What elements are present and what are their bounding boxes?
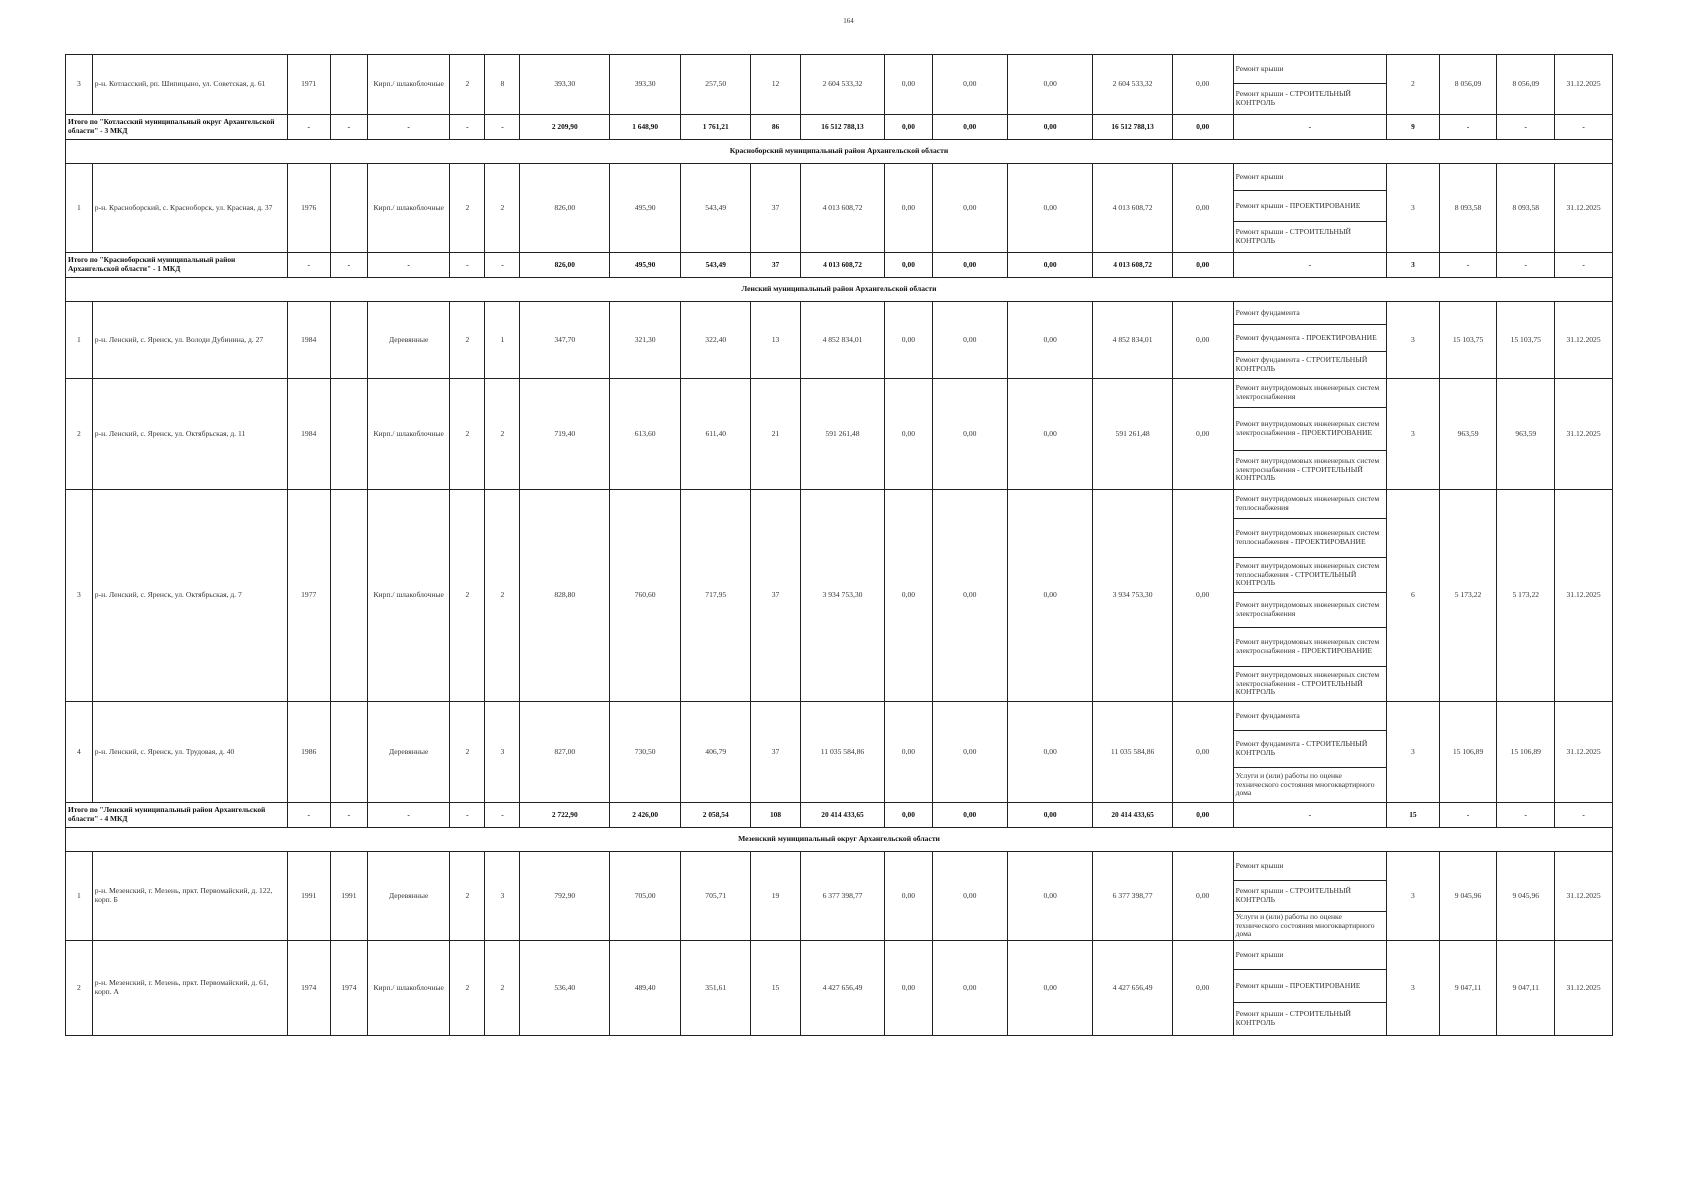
fund-federal: 0,00	[885, 164, 932, 253]
fund-regional: 0,00	[932, 702, 1007, 803]
year-built: 1984	[287, 302, 330, 379]
house-address: р-н. Ленский, с. Яренск, ул. Трудовая, д. 40	[92, 702, 287, 803]
residents-count: 13	[751, 302, 800, 379]
unit-cost: 8 093,58	[1439, 164, 1497, 253]
fund-local: 0,00	[1007, 702, 1093, 803]
fund-other: 0,00	[1172, 379, 1233, 490]
residents-count: 19	[751, 852, 800, 941]
wall-material: Кирп./ шлакоблочные	[367, 379, 449, 490]
house-row	[66, 702, 1613, 731]
total-work-count: 15	[1387, 803, 1440, 828]
floors-count: 2	[450, 379, 485, 490]
total-f1: 0,00	[885, 253, 932, 278]
limit-cost: 8 093,58	[1497, 164, 1555, 253]
fund-other: 0,00	[1172, 302, 1233, 379]
fund-other: 0,00	[1172, 490, 1233, 702]
total-dash: -	[1439, 253, 1497, 278]
work-count: 3	[1387, 379, 1440, 490]
fund-owners: 4 852 834,01	[1093, 302, 1172, 379]
house-address: р-н. Ленский, с. Яренск, ул. Октябрьская, д. 11	[92, 379, 287, 490]
limit-cost: 5 173,22	[1497, 490, 1555, 702]
fund-federal: 0,00	[885, 379, 932, 490]
fund-local: 0,00	[1007, 852, 1093, 941]
fund-local: 0,00	[1007, 164, 1093, 253]
area-residential: 257,50	[681, 55, 751, 115]
wall-material: Кирп./ шлакоблочные	[367, 490, 449, 702]
work-item: Ремонт фундамента - СТРОИТЕЛЬНЫЙ КОНТРОЛЬ	[1233, 352, 1387, 379]
limit-cost: 9 047,11	[1497, 941, 1555, 1036]
total-dash: -	[1439, 115, 1497, 140]
area-living: 321,30	[610, 302, 681, 379]
work-item: Ремонт крыши - СТРОИТЕЛЬНЫЙ КОНТРОЛЬ	[1233, 881, 1387, 912]
year-built: 1986	[287, 702, 330, 803]
total-label: Итого по "Красноборский муниципальный район Архангельской области" - 1 МКД	[66, 253, 288, 278]
total-dash: -	[1555, 253, 1613, 278]
work-item: Ремонт внутридомовых инженерных систем электроснабжения - СТРОИТЕЛЬНЫЙ КОНТРОЛЬ	[1233, 451, 1387, 490]
cost-total: 4 427 656,49	[800, 941, 885, 1036]
work-count: 3	[1387, 702, 1440, 803]
house-address: р-н. Ленский, с. Яренск, ул. Володи Дубинина, д. 27	[92, 302, 287, 379]
deadline: 31.12.2025	[1555, 490, 1613, 702]
total-area-living: 1 648,90	[610, 115, 681, 140]
house-row	[66, 852, 1613, 881]
fund-owners: 11 035 584,86	[1093, 702, 1172, 803]
work-item: Ремонт внутридомовых инженерных систем теплоснабжения - ПРОЕКТИРОВАНИЕ	[1233, 519, 1387, 558]
area-total: 828,80	[520, 490, 610, 702]
total-cost-total: 16 512 788,13	[800, 115, 885, 140]
total-f3: 0,00	[1007, 253, 1093, 278]
area-total: 347,70	[520, 302, 610, 379]
section-title: Красноборский муниципальный район Архангельской области	[66, 140, 1613, 164]
entrances-count: 8	[485, 55, 520, 115]
total-f2: 0,00	[932, 115, 1007, 140]
wall-material: Деревянные	[367, 702, 449, 803]
total-area-total: 2 209,90	[520, 115, 610, 140]
work-item: Услуги и (или) работы по оценке технического состояния многоквартирного дома	[1233, 912, 1387, 941]
work-item: Ремонт внутридомовых инженерных систем электроснабжения - ПРОЕКТИРОВАНИЕ	[1233, 408, 1387, 451]
unit-cost: 9 047,11	[1439, 941, 1497, 1036]
limit-cost: 963,59	[1497, 379, 1555, 490]
year-built: 1977	[287, 490, 330, 702]
work-item: Ремонт внутридомовых инженерных систем электроснабжения	[1233, 379, 1387, 408]
residents-count: 37	[751, 702, 800, 803]
house-address: р-н. Мезенский, г. Мезень, пркт. Первомайский, д. 122, корп. Б	[92, 852, 287, 941]
total-dash: -	[367, 253, 449, 278]
fund-owners: 3 934 753,30	[1093, 490, 1172, 702]
wall-material: Деревянные	[367, 852, 449, 941]
entrances-count: 2	[485, 941, 520, 1036]
work-item: Ремонт крыши - СТРОИТЕЛЬНЫЙ КОНТРОЛЬ	[1233, 84, 1387, 115]
fund-local: 0,00	[1007, 941, 1093, 1036]
total-f3: 0,00	[1007, 115, 1093, 140]
limit-cost: 9 045,96	[1497, 852, 1555, 941]
section-header	[66, 278, 1613, 302]
fund-local: 0,00	[1007, 490, 1093, 702]
area-living: 705,00	[610, 852, 681, 941]
total-f5: 0,00	[1172, 803, 1233, 828]
total-dash: -	[287, 803, 330, 828]
total-area-total: 2 722,90	[520, 803, 610, 828]
fund-local: 0,00	[1007, 379, 1093, 490]
work-item: Ремонт внутридомовых инженерных систем теплоснабжения	[1233, 490, 1387, 519]
wall-material: Кирп./ шлакоблочные	[367, 55, 449, 115]
fund-federal: 0,00	[885, 941, 932, 1036]
total-dash: -	[287, 115, 330, 140]
year-renovated	[330, 55, 367, 115]
house-row	[66, 302, 1613, 325]
house-address: р-н. Мезенский, г. Мезень, пркт. Первомайский, д. 61, корп. А	[92, 941, 287, 1036]
area-living: 613,60	[610, 379, 681, 490]
total-area-res: 1 761,21	[681, 115, 751, 140]
total-label: Итого по "Котласский муниципальный округ Архангельской области" - 3 МКД	[66, 115, 288, 140]
work-item: Ремонт фундамента - ПРОЕКТИРОВАНИЕ	[1233, 325, 1387, 352]
total-dash: -	[1233, 253, 1387, 278]
page-number: 164	[843, 17, 854, 25]
work-item: Ремонт крыши - ПРОЕКТИРОВАНИЕ	[1233, 191, 1387, 222]
total-f1: 0,00	[885, 803, 932, 828]
fund-other: 0,00	[1172, 941, 1233, 1036]
row-number: 1	[66, 164, 93, 253]
area-total: 536,40	[520, 941, 610, 1036]
year-renovated	[330, 490, 367, 702]
cost-total: 4 013 608,72	[800, 164, 885, 253]
cost-total: 4 852 834,01	[800, 302, 885, 379]
floors-count: 2	[450, 852, 485, 941]
limit-cost: 8 056,09	[1497, 55, 1555, 115]
total-dash: -	[1555, 803, 1613, 828]
total-residents: 86	[751, 115, 800, 140]
unit-cost: 15 106,89	[1439, 702, 1497, 803]
fund-other: 0,00	[1172, 852, 1233, 941]
row-number: 3	[66, 490, 93, 702]
entrances-count: 2	[485, 164, 520, 253]
cost-total: 2 604 533,32	[800, 55, 885, 115]
fund-other: 0,00	[1172, 55, 1233, 115]
residents-count: 37	[751, 164, 800, 253]
total-work-count: 3	[1387, 253, 1440, 278]
fund-regional: 0,00	[932, 379, 1007, 490]
work-item: Ремонт фундамента	[1233, 702, 1387, 731]
year-renovated	[330, 379, 367, 490]
fund-local: 0,00	[1007, 55, 1093, 115]
total-dash: -	[450, 253, 485, 278]
limit-cost: 15 103,75	[1497, 302, 1555, 379]
area-residential: 611,40	[681, 379, 751, 490]
total-dash: -	[1439, 803, 1497, 828]
program-table-body	[66, 55, 1613, 1036]
fund-owners: 6 377 398,77	[1093, 852, 1172, 941]
deadline: 31.12.2025	[1555, 55, 1613, 115]
area-residential: 322,40	[681, 302, 751, 379]
total-row	[66, 253, 1613, 278]
work-item: Ремонт внутридомовых инженерных систем электроснабжения	[1233, 593, 1387, 628]
fund-federal: 0,00	[885, 852, 932, 941]
total-row	[66, 115, 1613, 140]
total-f2: 0,00	[932, 253, 1007, 278]
area-total: 792,90	[520, 852, 610, 941]
cost-total: 11 035 584,86	[800, 702, 885, 803]
house-address: р-н. Котласский, рп. Шипицыно, ул. Советская, д. 61	[92, 55, 287, 115]
deadline: 31.12.2025	[1555, 852, 1613, 941]
area-living: 393,30	[610, 55, 681, 115]
entrances-count: 3	[485, 702, 520, 803]
deadline: 31.12.2025	[1555, 379, 1613, 490]
area-living: 495,90	[610, 164, 681, 253]
house-row	[66, 941, 1613, 970]
fund-federal: 0,00	[885, 55, 932, 115]
area-total: 719,40	[520, 379, 610, 490]
fund-owners: 2 604 533,32	[1093, 55, 1172, 115]
row-number: 3	[66, 55, 93, 115]
unit-cost: 963,59	[1439, 379, 1497, 490]
row-number: 2	[66, 379, 93, 490]
total-dash: -	[485, 115, 520, 140]
work-item: Ремонт крыши - СТРОИТЕЛЬНЫЙ КОНТРОЛЬ	[1233, 1003, 1387, 1036]
fund-regional: 0,00	[932, 164, 1007, 253]
house-address: р-н. Красноборский, с. Красноборск, ул. Красная, д. 37	[92, 164, 287, 253]
section-title: Мезенский муниципальный округ Архангельской области	[66, 828, 1613, 852]
total-f5: 0,00	[1172, 115, 1233, 140]
unit-cost: 15 103,75	[1439, 302, 1497, 379]
year-built: 1984	[287, 379, 330, 490]
area-total: 826,00	[520, 164, 610, 253]
total-row	[66, 803, 1613, 828]
fund-regional: 0,00	[932, 302, 1007, 379]
total-dash: -	[330, 803, 367, 828]
work-item: Ремонт внутридомовых инженерных систем электроснабжения - СТРОИТЕЛЬНЫЙ КОНТРОЛЬ	[1233, 667, 1387, 702]
total-cost-total: 4 013 608,72	[800, 253, 885, 278]
total-area-res: 2 058,54	[681, 803, 751, 828]
fund-other: 0,00	[1172, 164, 1233, 253]
work-item: Ремонт внутридомовых инженерных систем электроснабжения - ПРОЕКТИРОВАНИЕ	[1233, 628, 1387, 667]
section-header	[66, 828, 1613, 852]
area-living: 489,40	[610, 941, 681, 1036]
work-count: 2	[1387, 55, 1440, 115]
residents-count: 12	[751, 55, 800, 115]
year-built: 1991	[287, 852, 330, 941]
house-row	[66, 164, 1613, 191]
house-row	[66, 55, 1613, 84]
work-count: 3	[1387, 302, 1440, 379]
year-renovated	[330, 164, 367, 253]
total-residents: 108	[751, 803, 800, 828]
floors-count: 2	[450, 702, 485, 803]
work-item: Ремонт фундамента	[1233, 302, 1387, 325]
area-residential: 543,49	[681, 164, 751, 253]
work-count: 3	[1387, 852, 1440, 941]
total-dash: -	[450, 803, 485, 828]
total-area-res: 543,49	[681, 253, 751, 278]
wall-material: Кирп./ шлакоблочные	[367, 164, 449, 253]
fund-federal: 0,00	[885, 702, 932, 803]
deadline: 31.12.2025	[1555, 702, 1613, 803]
work-item: Услуги и (или) работы по оценке технического состояния многоквартирного дома	[1233, 768, 1387, 803]
section-title: Ленский муниципальный район Архангельской области	[66, 278, 1613, 302]
year-built: 1971	[287, 55, 330, 115]
unit-cost: 8 056,09	[1439, 55, 1497, 115]
work-item: Ремонт крыши	[1233, 941, 1387, 970]
cost-total: 6 377 398,77	[800, 852, 885, 941]
entrances-count: 2	[485, 490, 520, 702]
row-number: 1	[66, 852, 93, 941]
total-area-living: 495,90	[610, 253, 681, 278]
house-row	[66, 379, 1613, 408]
work-item: Ремонт крыши	[1233, 852, 1387, 881]
fund-federal: 0,00	[885, 490, 932, 702]
work-count: 3	[1387, 941, 1440, 1036]
work-item: Ремонт крыши - ПРОЕКТИРОВАНИЕ	[1233, 970, 1387, 1003]
total-dash: -	[1233, 803, 1387, 828]
program-table-wrapper	[65, 54, 1613, 1036]
cost-total: 591 261,48	[800, 379, 885, 490]
work-item: Ремонт крыши	[1233, 55, 1387, 84]
fund-regional: 0,00	[932, 490, 1007, 702]
fund-local: 0,00	[1007, 302, 1093, 379]
work-item: Ремонт крыши	[1233, 164, 1387, 191]
total-area-living: 2 426,00	[610, 803, 681, 828]
entrances-count: 3	[485, 852, 520, 941]
cost-total: 3 934 753,30	[800, 490, 885, 702]
house-address: р-н. Ленский, с. Яренск, ул. Октябрьская, д. 7	[92, 490, 287, 702]
deadline: 31.12.2025	[1555, 941, 1613, 1036]
residents-count: 37	[751, 490, 800, 702]
total-dash: -	[330, 115, 367, 140]
floors-count: 2	[450, 302, 485, 379]
entrances-count: 1	[485, 302, 520, 379]
total-dash: -	[1497, 253, 1555, 278]
entrances-count: 2	[485, 379, 520, 490]
house-row	[66, 490, 1613, 519]
work-item: Ремонт крыши - СТРОИТЕЛЬНЫЙ КОНТРОЛЬ	[1233, 222, 1387, 253]
limit-cost: 15 106,89	[1497, 702, 1555, 803]
program-table	[65, 54, 1613, 1036]
floors-count: 2	[450, 55, 485, 115]
area-residential: 705,71	[681, 852, 751, 941]
total-residents: 37	[751, 253, 800, 278]
year-renovated	[330, 702, 367, 803]
year-renovated: 1974	[330, 941, 367, 1036]
area-residential: 717,95	[681, 490, 751, 702]
fund-owners: 4 427 656,49	[1093, 941, 1172, 1036]
total-f4: 4 013 608,72	[1093, 253, 1172, 278]
residents-count: 21	[751, 379, 800, 490]
fund-regional: 0,00	[932, 852, 1007, 941]
total-dash: -	[1233, 115, 1387, 140]
total-f2: 0,00	[932, 803, 1007, 828]
fund-other: 0,00	[1172, 702, 1233, 803]
row-number: 1	[66, 302, 93, 379]
total-dash: -	[367, 115, 449, 140]
total-f3: 0,00	[1007, 803, 1093, 828]
work-item: Ремонт внутридомовых инженерных систем теплоснабжения - СТРОИТЕЛЬНЫЙ КОНТРОЛЬ	[1233, 558, 1387, 593]
total-dash: -	[485, 803, 520, 828]
row-number: 4	[66, 702, 93, 803]
work-count: 3	[1387, 164, 1440, 253]
total-f1: 0,00	[885, 115, 932, 140]
wall-material: Кирп./ шлакоблочные	[367, 941, 449, 1036]
unit-cost: 5 173,22	[1439, 490, 1497, 702]
total-f4: 16 512 788,13	[1093, 115, 1172, 140]
residents-count: 15	[751, 941, 800, 1036]
year-built: 1976	[287, 164, 330, 253]
total-f4: 20 414 433,65	[1093, 803, 1172, 828]
area-living: 730,50	[610, 702, 681, 803]
total-dash: -	[367, 803, 449, 828]
total-dash: -	[287, 253, 330, 278]
floors-count: 2	[450, 490, 485, 702]
row-number: 2	[66, 941, 93, 1036]
total-cost-total: 20 414 433,65	[800, 803, 885, 828]
area-living: 760,60	[610, 490, 681, 702]
year-built: 1974	[287, 941, 330, 1036]
fund-owners: 4 013 608,72	[1093, 164, 1172, 253]
total-dash: -	[1497, 115, 1555, 140]
fund-regional: 0,00	[932, 55, 1007, 115]
total-dash: -	[1497, 803, 1555, 828]
deadline: 31.12.2025	[1555, 302, 1613, 379]
year-renovated: 1991	[330, 852, 367, 941]
floors-count: 2	[450, 164, 485, 253]
area-residential: 351,61	[681, 941, 751, 1036]
area-total: 827,00	[520, 702, 610, 803]
section-header	[66, 140, 1613, 164]
total-dash: -	[1555, 115, 1613, 140]
area-total: 393,30	[520, 55, 610, 115]
unit-cost: 9 045,96	[1439, 852, 1497, 941]
total-label: Итого по "Ленский муниципальный район Архангельской области" - 4 МКД	[66, 803, 288, 828]
total-dash: -	[450, 115, 485, 140]
total-f5: 0,00	[1172, 253, 1233, 278]
total-work-count: 9	[1387, 115, 1440, 140]
total-dash: -	[485, 253, 520, 278]
fund-federal: 0,00	[885, 302, 932, 379]
area-residential: 406,79	[681, 702, 751, 803]
fund-regional: 0,00	[932, 941, 1007, 1036]
total-dash: -	[330, 253, 367, 278]
total-area-total: 826,00	[520, 253, 610, 278]
deadline: 31.12.2025	[1555, 164, 1613, 253]
work-item: Ремонт фундамента - СТРОИТЕЛЬНЫЙ КОНТРОЛЬ	[1233, 731, 1387, 768]
wall-material: Деревянные	[367, 302, 449, 379]
floors-count: 2	[450, 941, 485, 1036]
year-renovated	[330, 302, 367, 379]
work-count: 6	[1387, 490, 1440, 702]
fund-owners: 591 261,48	[1093, 379, 1172, 490]
